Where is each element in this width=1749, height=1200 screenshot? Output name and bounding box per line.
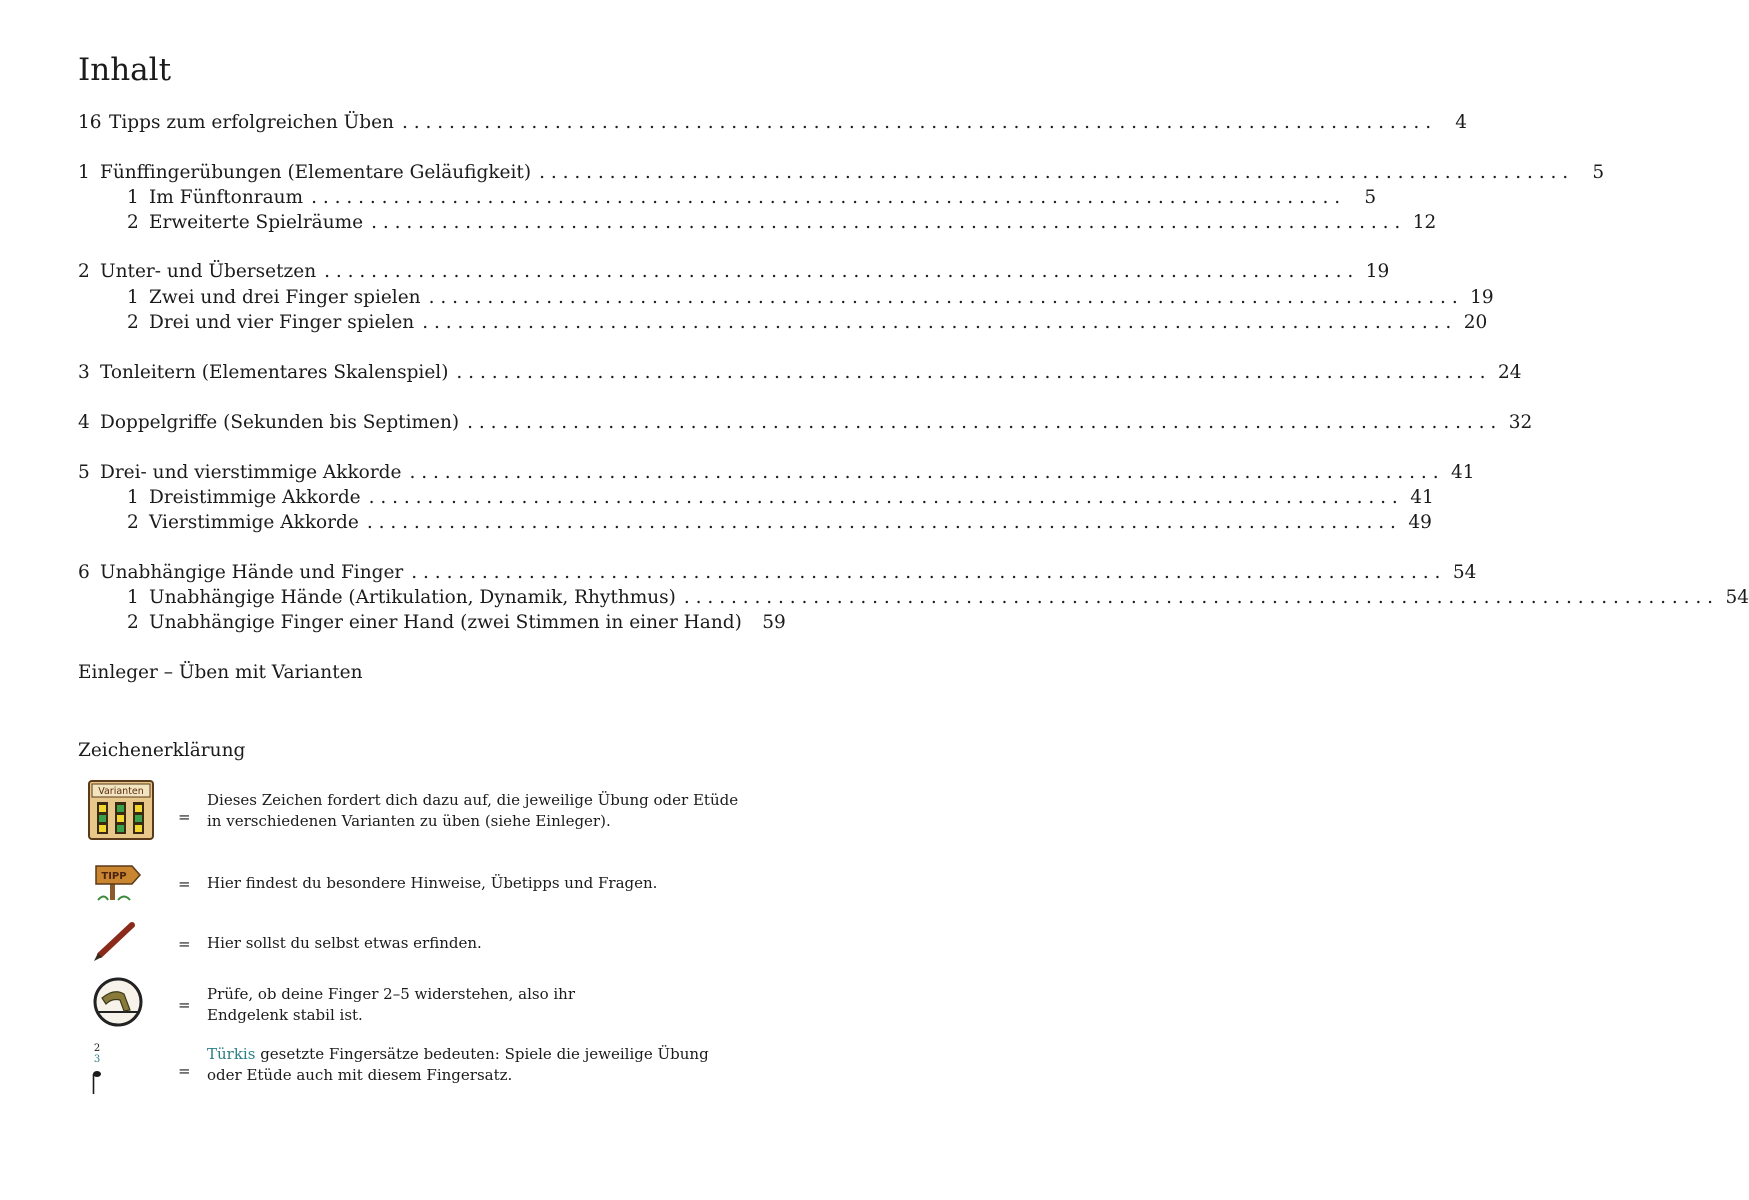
toc-entry-number: 2: [127, 512, 139, 533]
toc-entry-title: Drei- und vierstimmige Akkorde: [100, 462, 402, 483]
toc-entry-page: 19: [1470, 287, 1494, 308]
toc-entry-page: 5: [1364, 187, 1377, 208]
page-title: Inhalt: [78, 52, 172, 88]
toc-entry-title: Zwei und drei Finger spielen: [149, 287, 421, 308]
toc-entry-number: 2: [127, 612, 139, 633]
toc-entry[interactable]: [78, 562, 1477, 588]
toc-entry-title: Fünffingerübungen (Elementare Geläufigkeit): [100, 162, 532, 183]
toc-leader-dots: [411, 562, 1440, 583]
toc-entry-number: 2: [78, 261, 90, 282]
toc-leader-dots: [422, 312, 1451, 333]
toc-entry[interactable]: [78, 412, 1533, 438]
finger-joint-icon: [92, 976, 144, 1032]
toc-leader-dots: [402, 112, 1431, 133]
toc-leader-dots: [467, 412, 1496, 433]
toc-leader-dots: [367, 512, 1396, 533]
toc-entry-page: 41: [1410, 487, 1434, 508]
toc-entry-title: Tipps zum erfolgreichen Üben: [109, 112, 394, 133]
toc-subentry[interactable]: [127, 287, 1494, 313]
toc-entry[interactable]: [78, 462, 1475, 488]
toc-entry-title: Dreistimmige Akkorde: [149, 487, 361, 508]
toc-entry-number: 5: [78, 462, 90, 483]
legend-description: Hier sollst du selbst etwas erfinden.: [207, 934, 482, 952]
legend-description: [207, 1044, 747, 1086]
toc-subentry[interactable]: [127, 187, 1377, 213]
toc-subentry[interactable]: [127, 587, 1749, 613]
toc-entry[interactable]: [78, 162, 1605, 188]
toc-entry-number: 1: [127, 487, 139, 508]
toc-leader-dots: [371, 212, 1400, 233]
toc-entry-title: Tonleitern (Elementares Skalenspiel): [100, 362, 449, 383]
turkis-highlight: Türkis: [207, 1045, 256, 1063]
toc-entry-number: 4: [78, 412, 90, 433]
toc-entry[interactable]: [78, 112, 1468, 138]
fingering-number-top: 2: [93, 1043, 101, 1054]
toc-leader-dots: [456, 362, 1485, 383]
varianten-badge-label: Varianten: [98, 786, 144, 797]
tipp-sign-label: TIPP: [101, 871, 127, 882]
toc-entry-number: 3: [78, 362, 90, 383]
tipp-signpost-icon: [92, 862, 142, 906]
legend-heading: Zeichenerklärung: [78, 740, 246, 761]
toc-subentry[interactable]: [127, 612, 786, 638]
toc-entry-page: 20: [1463, 312, 1488, 333]
toc-subentry[interactable]: [127, 312, 1488, 338]
toc-leader-dots: [409, 462, 1438, 483]
legend-description-rest: gesetzte Fingersätze bedeuten: Spiele die jeweilige Übung oder Etüde auch mit diesem Fingersatz.: [207, 1045, 709, 1084]
toc-entry-page: 5: [1592, 162, 1605, 183]
toc-subentry[interactable]: [127, 512, 1432, 538]
toc-entry-page: 54: [1452, 562, 1477, 583]
toc-entry-page: 54: [1725, 587, 1749, 608]
toc-entry-number: 1: [127, 187, 139, 208]
equals-sign: =: [178, 875, 191, 893]
toc-entry-title: Im Fünftonraum: [149, 187, 304, 208]
equals-sign: =: [178, 935, 191, 953]
toc-entry[interactable]: [78, 261, 1390, 287]
toc-entry-page: 59: [762, 612, 786, 633]
toc-entry-number: 2: [127, 312, 139, 333]
toc-entry-number: 6: [78, 562, 90, 583]
toc-leader-dots: [311, 187, 1340, 208]
toc-entry-number: 1: [127, 287, 139, 308]
fingering-number-bottom: 3: [93, 1054, 101, 1065]
toc-entry-title: Unabhängige Hände und Finger: [100, 562, 404, 583]
pencil-icon: [92, 922, 136, 966]
legend-description: Prüfe, ob deine Finger 2–5 widerstehen, also ihr Endgelenk stabil ist.: [207, 985, 575, 1024]
toc-entry-page: 4: [1455, 112, 1468, 133]
toc-entry-title: Doppelgriffe (Sekunden bis Septimen): [100, 412, 460, 433]
toc-entry-number: 1: [127, 587, 139, 608]
equals-sign: =: [178, 808, 191, 826]
toc-entry-page: 32: [1508, 412, 1533, 433]
toc-entry-number: 1: [78, 162, 90, 183]
toc-entry-title: Unter- und Übersetzen: [100, 261, 317, 282]
toc-entry-title: Unabhängige Finger einer Hand (zwei Stimmen in einer Hand): [149, 612, 742, 633]
toc-leader-dots: [429, 287, 1458, 308]
varianten-badge-icon: [88, 780, 154, 844]
note-fingering-icon: [92, 1042, 112, 1100]
toc-subentry[interactable]: [127, 487, 1434, 513]
equals-sign: =: [178, 1062, 191, 1080]
legend-description: Dieses Zeichen fordert dich dazu auf, die jeweilige Übung oder Etüde in verschiedenen Varianten zu üben (siehe Einleger).: [207, 791, 739, 830]
toc-entry-page: 19: [1365, 261, 1390, 282]
toc-entry-title: Erweiterte Spielräume: [149, 212, 364, 233]
toc-entry-page: 41: [1451, 462, 1475, 483]
toc-entry-title: Vierstimmige Akkorde: [149, 512, 359, 533]
toc-subentry[interactable]: [127, 212, 1437, 238]
toc-entry-page: 12: [1412, 212, 1437, 233]
equals-sign: =: [178, 996, 191, 1014]
toc-entry-title: Unabhängige Hände (Artikulation, Dynamik, Rhythmus): [149, 587, 676, 608]
toc-einleger[interactable]: Einleger – Üben mit Varianten: [78, 662, 363, 683]
toc-leader-dots: [369, 487, 1398, 508]
toc-leader-dots: [539, 162, 1568, 183]
toc-leader-dots: [324, 261, 1353, 282]
toc-entry-number: 16: [78, 112, 102, 133]
toc-entry-page: 49: [1408, 512, 1432, 533]
toc-entry-title: Drei und vier Finger spielen: [149, 312, 415, 333]
toc-entry-page: 24: [1497, 362, 1522, 383]
legend-description: Hier findest du besondere Hinweise, Übetipps und Fragen.: [207, 874, 658, 892]
toc-entry[interactable]: [78, 362, 1522, 388]
toc-leader-dots: [684, 587, 1713, 608]
toc-entry-number: 2: [127, 212, 139, 233]
